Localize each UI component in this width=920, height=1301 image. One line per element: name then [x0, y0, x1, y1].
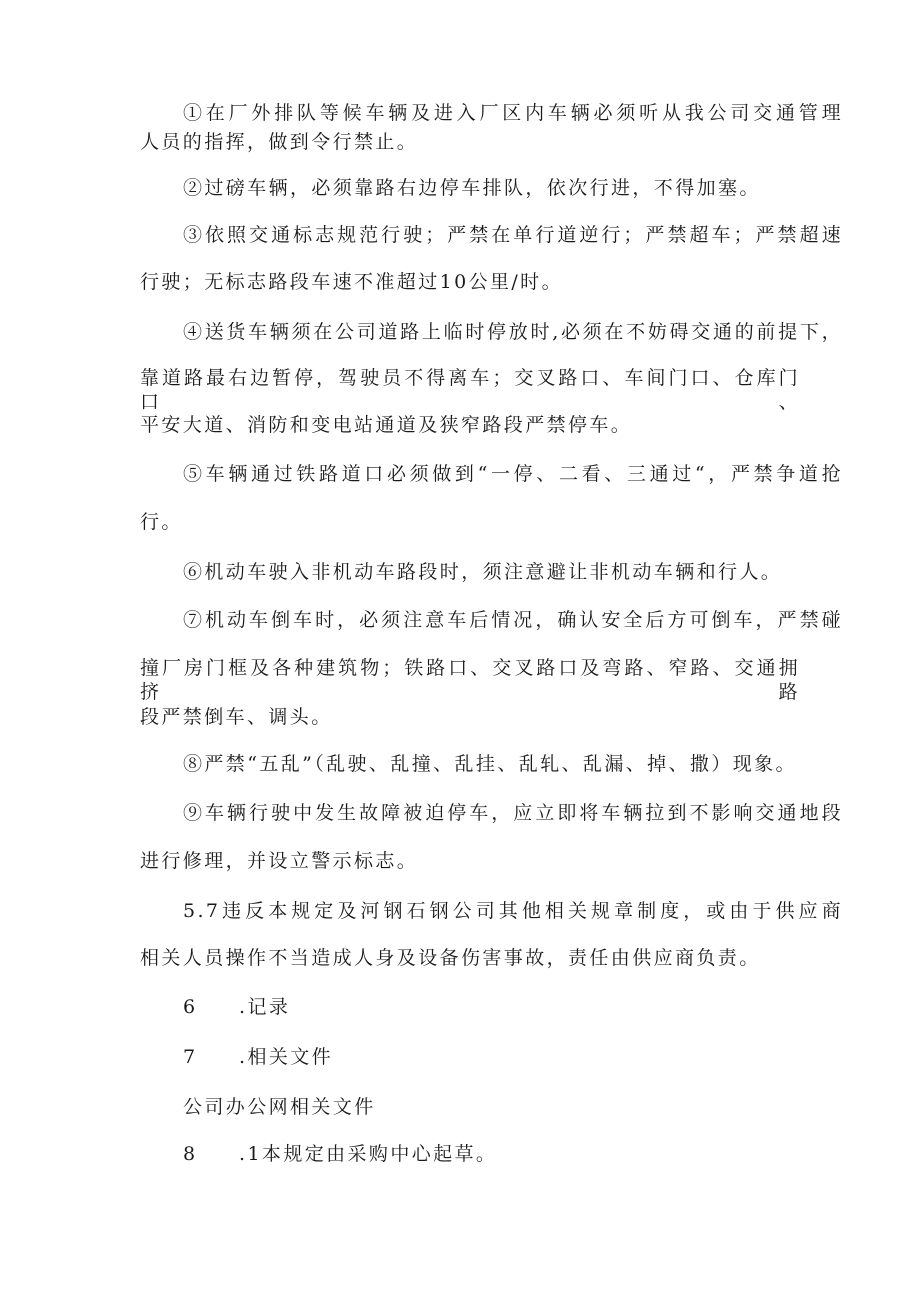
item-7-line-3: 段严禁倒车、调头。 [140, 706, 333, 728]
section-8-number: 8 [183, 1143, 198, 1165]
item-4-line-1: ④送货车辆须在公司道路上临时停放时,必须在不妨碍交通的前提下， [183, 321, 843, 343]
item-3-line-1: ③依照交通标志规范行驶；严禁在单行道逆行；严禁超车；严禁超速 [183, 224, 843, 246]
section-7-title: .相关文件 [239, 1046, 334, 1068]
item-8-line-1: ⑧严禁“五乱”（乱驶、乱撞、乱挂、乱轧、乱漏、掉、撒）现象。 [183, 753, 797, 775]
item-5-line-1: ⑤车辆通过铁路道口必须做到“一停、二看、三通过“，严禁争道抢 [183, 463, 843, 485]
item-7-line-2: 撞厂房门框及各种建筑物；铁路口、交叉路口及弯路、窄路、交通拥挤路 [140, 657, 800, 703]
item-4-line-3: 平安大道、消防和变电站通道及狭窄路段严禁停车。 [140, 414, 633, 436]
section-6-title: .记录 [239, 996, 291, 1018]
section-7-number: 7 [183, 1046, 198, 1068]
section-6-heading [183, 995, 843, 1019]
item-7-line-1: ⑦机动车倒车时，必须注意车后情况，确认安全后方可倒车，严禁碰 [183, 609, 843, 631]
item-1-line-2: 人员的指挥，做到令行禁止。 [140, 131, 419, 153]
item-3-line-2: 行驶；无标志路段车速不准超过10公里/时。 [140, 271, 563, 293]
item-1-line-1: ①在厂外排队等候车辆及进入厂区内车辆必须听从我公司交通管理 [183, 102, 843, 124]
item-2-line-1: ②过磅车辆，必须靠路右边停车排队，依次行进，不得加塞。 [183, 177, 761, 199]
section-5-7-line-1: 5.7违反本规定及河钢石钢公司其他相关规章制度，或由于供应商 [183, 900, 843, 922]
item-5-line-2: 行。 [140, 511, 183, 533]
section-7-heading [183, 1045, 843, 1069]
related-files-text: 公司办公网相关文件 [183, 1096, 376, 1118]
section-5-7-line-2: 相关人员操作不当造成人身及设备伤害事故，责任由供应商负责。 [140, 947, 761, 969]
item-9-line-2: 进行修理，并设立警示标志。 [140, 850, 419, 872]
section-8-heading [183, 1142, 843, 1166]
item-4-line-2: 靠道路最右边暂停，驾驶员不得离车；交叉路口、车间门口、仓库门口、 [140, 367, 800, 413]
section-8-title: .1本规定由采购中心起草。 [239, 1143, 498, 1165]
item-6-line-1: ⑥机动车驶入非机动车路段时，须注意避让非机动车辆和行人。 [183, 561, 783, 583]
section-6-number: 6 [183, 996, 198, 1018]
item-9-line-1: ⑨车辆行驶中发生故障被迫停车，应立即将车辆拉到不影响交通地段 [183, 802, 843, 824]
